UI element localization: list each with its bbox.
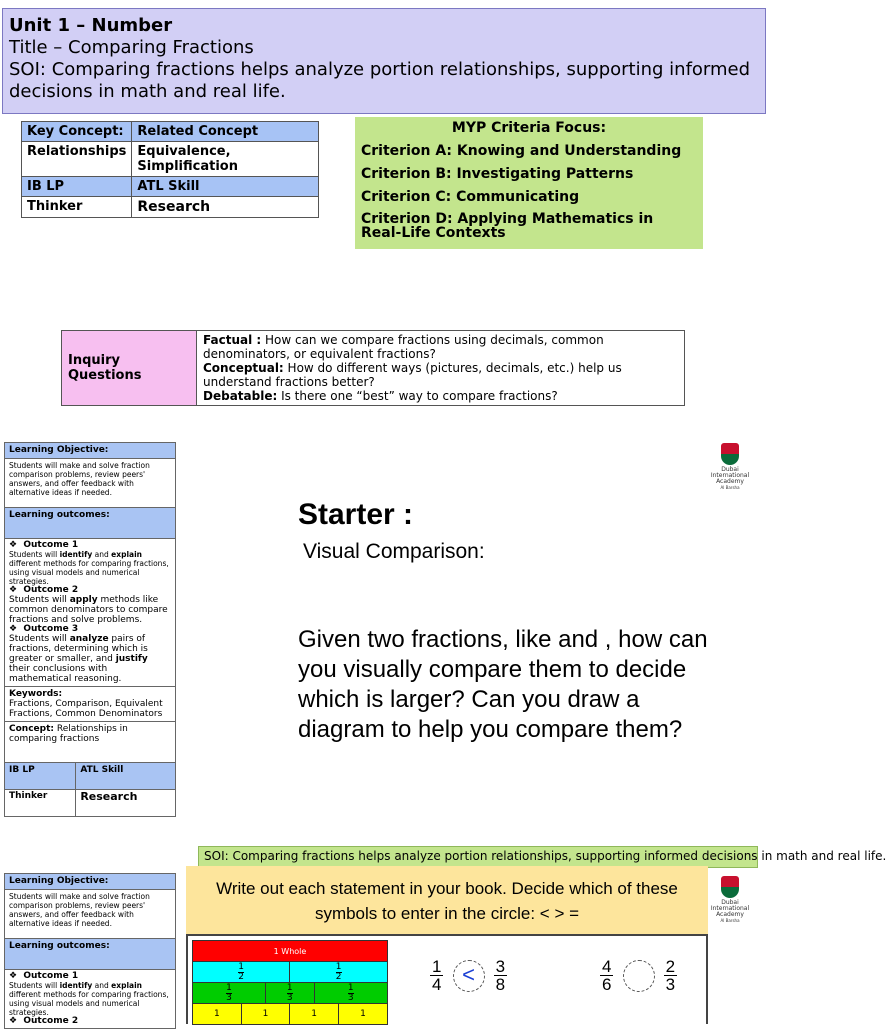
outcomes-list-2 (5, 970, 176, 1029)
logo-line-1: Dubai (721, 899, 739, 906)
symbol-circle[interactable]: < (453, 960, 485, 992)
outcome2-text: Students will (9, 595, 70, 605)
third-num: 1 (286, 982, 293, 993)
outcome3-verb: analyze (69, 634, 109, 644)
conceptual-question: How do different ways (pictures, decimals, etc.) help us understand fractions better? (203, 361, 622, 389)
objective-text-2: Students will make and solve fraction comparison problems, review peers' answers, and offer feedback with alternative ideas if needed. (5, 890, 176, 939)
comparison-1 (430, 958, 507, 993)
ib-lp-value: Thinker (22, 197, 132, 218)
logo-line-2: International (710, 472, 750, 479)
fraction-b-num: 2 (665, 957, 676, 976)
inquiry-questions (197, 331, 685, 406)
bullet-icon: ❖ (9, 540, 18, 550)
bullet-icon: ❖ (9, 585, 18, 595)
fraction-a (600, 958, 613, 993)
outcome1-verb-2: explain (111, 550, 143, 559)
keywords-text: Fractions, Comparison, Equivalent Fractions, Common Denominators (9, 699, 163, 719)
outcome3-text-2: pairs of fractions, determining which is greater or smaller, and (9, 634, 148, 664)
logo-line-3: Academy (716, 478, 744, 485)
key-concept-value: Relationships (22, 142, 132, 177)
wall-quarter: 1 (338, 1004, 387, 1025)
outcome3-verb-2: justify (115, 654, 148, 664)
objective-text: Students will make and solve fraction comparison problems, review peers' answers, and offer feedback with alternative ideas if needed. (5, 459, 176, 508)
factual-label: Factual : (203, 333, 262, 347)
fraction-a-den: 6 (602, 975, 612, 994)
criterion-c: Criterion C: Communicating (361, 189, 580, 205)
outcome2-label-2: Outcome 2 (23, 1016, 79, 1026)
unit-banner (2, 8, 766, 114)
third-den: 3 (286, 992, 293, 1003)
outcome1-text-3b: different methods for comparing fractions, using visual models and numerical strategies. (9, 990, 169, 1017)
outcome1-label-2: Outcome 1 (23, 971, 79, 981)
school-logo-2 (700, 876, 760, 924)
side-atl-label: ATL Skill (76, 763, 176, 790)
comparison-2 (600, 958, 677, 993)
soi-statement: SOI: Comparing fractions helps analyze portion relationships, supporting informed decisions in math and real life. (9, 59, 751, 102)
wall-half (193, 962, 290, 983)
bullet-icon: ❖ (9, 624, 18, 634)
wall-quarter: 1 (193, 1004, 242, 1025)
factual-question: How can we compare fractions using decimals, common denominators, or equivalent fractions? (203, 333, 604, 361)
symbol-circle[interactable] (623, 960, 655, 992)
half-num: 1 (335, 961, 342, 972)
atl-value: Research (132, 197, 319, 218)
outcomes-list (5, 539, 176, 687)
fraction-a-num: 4 (602, 957, 612, 976)
third-num: 1 (347, 982, 354, 993)
outcome1-text-2: and (92, 550, 112, 559)
wall-third (193, 983, 266, 1004)
myp-criteria-box (355, 117, 703, 249)
starter-question: Given two fractions, like and , how can you visually compare them to decide which is larger? Can you draw a diagram to help you compare them? (298, 626, 708, 743)
related-concept-label: Related Concept (132, 122, 319, 142)
concept-label: Concept: (9, 724, 54, 734)
shield-icon (721, 443, 739, 465)
half-den: 2 (335, 971, 342, 982)
wall-quarter: 1 (241, 1004, 290, 1025)
fraction-b (494, 958, 507, 993)
logo-line-2: International (710, 905, 750, 912)
starter-subtitle: Visual Comparison: (303, 540, 485, 563)
objective-label: Learning Objective: (5, 443, 176, 459)
outcomes-label-2: Learning outcomes: (5, 939, 176, 970)
logo-line-3: Academy (716, 911, 744, 918)
keywords-cell (5, 687, 176, 722)
concept-table (21, 121, 319, 218)
task-instruction: Write out each statement in your book. Decide which of these symbols to enter in the circle: < > = (186, 866, 708, 934)
school-logo (700, 443, 760, 491)
wall-half (290, 962, 388, 983)
half-den: 2 (238, 971, 245, 982)
starter-title: Starter : (298, 498, 414, 531)
outcome1-text-2b: and (92, 981, 112, 990)
wall-quarter: 1 (290, 1004, 339, 1025)
fraction-a-num: 1 (432, 957, 442, 976)
third-num: 1 (226, 982, 232, 993)
outcome2-text-2: methods like common denominators to compare fractions and solve problems. (9, 595, 168, 625)
atl-label: ATL Skill (132, 177, 319, 197)
inquiry-label: Inquiry Questions (62, 331, 197, 406)
soi-strip: SOI: Comparing fractions helps analyze portion relationships, supporting informed decisions in math and real life. (198, 846, 758, 868)
ib-lp-label: IB LP (22, 177, 132, 197)
objective-label-2: Learning Objective: (5, 874, 176, 890)
outcomes-label: Learning outcomes: (5, 508, 176, 539)
related-concept-value: Equivalence, Simplification (132, 142, 319, 177)
outcome2-label: Outcome 2 (23, 585, 79, 595)
outcome3-text: Students will (9, 634, 70, 644)
learning-panel (4, 442, 176, 817)
outcome1-text-b: Students will (9, 981, 60, 990)
fraction-a (430, 958, 443, 993)
third-den: 3 (347, 992, 354, 1003)
criterion-d: Criterion D: Applying Mathematics in Real-Life Contexts (361, 211, 654, 241)
concept-text: Relationships in comparing fractions (9, 724, 128, 744)
myp-title: MYP Criteria Focus: (451, 120, 607, 136)
fraction-wall (192, 940, 388, 1025)
outcome2-verb: apply (69, 595, 98, 605)
learning-panel-2 (4, 873, 176, 1029)
keywords-label: Keywords: (9, 689, 63, 699)
lesson-title: Title – Comparing Fractions (9, 37, 254, 58)
outcome1-text-3: different methods for comparing fractions, using visual models and numerical strategies. (9, 559, 169, 586)
outcome1-verb: identify (59, 550, 93, 559)
side-atl-value: Research (76, 790, 176, 817)
bullet-icon: ❖ (9, 1016, 18, 1026)
outcome1-verb-2b: explain (111, 981, 143, 990)
logo-line-1: Dubai (721, 466, 739, 473)
half-num: 1 (238, 961, 245, 972)
wall-whole: 1 Whole (193, 941, 388, 962)
inquiry-table (61, 330, 685, 406)
debatable-label: Debatable: (203, 389, 278, 403)
debatable-question: Is there one “best” way to compare fractions? (277, 389, 558, 403)
wall-third (265, 983, 314, 1004)
outcome3-label: Outcome 3 (23, 624, 79, 634)
logo-line-4: Al Barsha (720, 485, 740, 490)
bullet-icon: ❖ (9, 971, 18, 981)
logo-line-4: Al Barsha (720, 918, 740, 923)
concept-cell (5, 722, 176, 763)
wall-third (314, 983, 387, 1004)
conceptual-label: Conceptual: (203, 361, 284, 375)
third-den: 3 (226, 992, 232, 1003)
side-ib-lp-value: Thinker (5, 790, 76, 817)
shield-icon (721, 876, 739, 898)
side-ib-lp-label: IB LP (5, 763, 76, 790)
outcome1-text: Students will (9, 550, 60, 559)
fraction-b-num: 3 (495, 957, 506, 976)
fraction-b-den: 8 (495, 975, 506, 994)
criterion-a: Criterion A: Knowing and Understanding (361, 143, 682, 159)
outcome1-label: Outcome 1 (23, 540, 79, 550)
outcome3-text-3: their conclusions with mathematical reasoning. (9, 664, 122, 684)
outcome1-verb-b: identify (59, 981, 93, 990)
unit-title: Unit 1 – Number (9, 15, 173, 36)
criterion-b: Criterion B: Investigating Patterns (361, 166, 634, 182)
fraction-b-den: 3 (665, 975, 676, 994)
key-concept-label: Key Concept: (22, 122, 132, 142)
fraction-a-den: 4 (432, 975, 442, 994)
fraction-b (664, 958, 677, 993)
